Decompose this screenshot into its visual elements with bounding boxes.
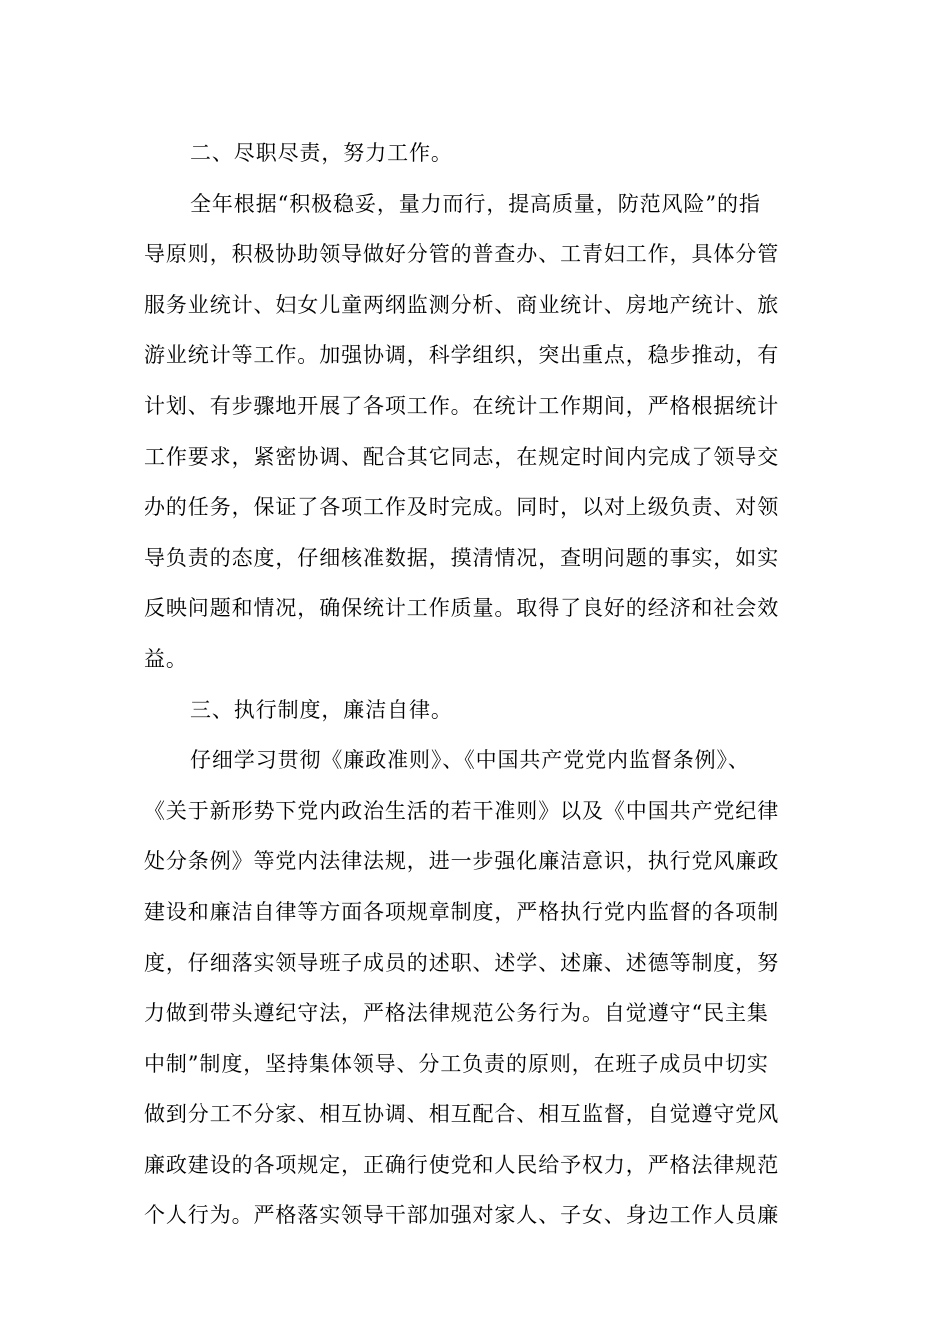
document-body [144, 128, 814, 1241]
paragraph-line: 度，仔细落实领导班子成员的述职、述学、述廉、述德等制度，努 [144, 950, 780, 975]
paragraph-line: 办的任务，保证了各项工作及时完成。同时，以对上级负责、对领 [144, 495, 780, 520]
paragraph-line: 计划、有步骤地开展了各项工作。在统计工作期间，严格根据统计 [144, 393, 780, 418]
paragraph-line: 建设和廉洁自律等方面各项规章制度，严格执行党内监督的各项制 [144, 899, 780, 924]
paragraph-line: 反映问题和情况，确保统计工作质量。取得了良好的经济和社会效 [144, 596, 780, 621]
paragraph-line: 力做到带头遵纪守法，严格法律规范公务行为。自觉遵守“民主集 [144, 1001, 769, 1026]
paragraph-line: 个人行为。严格落实领导干部加强对家人、子女、身边工作人员廉 [144, 1203, 780, 1228]
paragraph-line: 《关于新形势下党内政治生活的若干准则》以及《中国共产党纪律 [144, 798, 780, 823]
paragraph-line: 做到分工不分家、相互协调、相互配合、相互监督，自觉遵守党风 [144, 1102, 780, 1127]
paragraph-line: 导负责的态度，仔细核准数据，摸清情况，查明问题的事实，如实 [144, 545, 780, 570]
paragraph-line: 仔细学习贯彻《廉政准则》、《中国共产党党内监督条例》、 [190, 748, 750, 773]
paragraph-line: 工作要求，紧密协调、配合其它同志，在规定时间内完成了领导交 [144, 444, 780, 469]
paragraph-line: 处分条例》等党内法律法规，进一步强化廉洁意识，执行党风廉政 [144, 849, 780, 874]
paragraph-line: 游业统计等工作。加强协调，科学组织，突出重点，稳步推动，有 [144, 343, 780, 368]
paragraph-line: 全年根据“积极稳妥，量力而行，提高质量，防范风险”的指 [190, 191, 761, 216]
section-heading: 二、尽职尽责，努力工作。 [190, 141, 453, 165]
paragraph-line: 中制”制度，坚持集体领导、分工负责的原则，在班子成员中切实 [144, 1051, 769, 1076]
paragraph-line: 廉政建设的各项规定，正确行使党和人民给予权力，严格法律规范 [144, 1152, 780, 1177]
paragraph-line: 益。 [144, 646, 188, 671]
paragraph-line: 导原则，积极协助领导做好分管的普查办、工青妇工作，具体分管 [144, 242, 780, 267]
section-heading: 三、执行制度，廉洁自律。 [190, 697, 453, 722]
paragraph-line: 服务业统计、妇女儿童两纲监测分析、商业统计、房地产统计、旅 [144, 292, 780, 317]
